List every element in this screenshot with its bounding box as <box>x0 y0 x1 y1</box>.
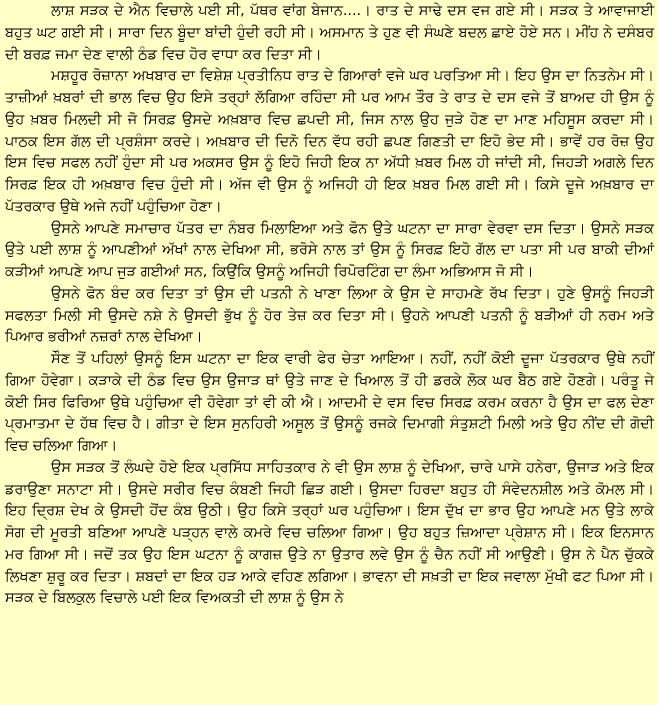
paragraph-5: ਸੌਣ ਤੋਂ ਪਹਿਲਾਂ ਉਸਨੂੰ ਇਸ ਘਟਨਾ ਦਾ ਇਕ ਵਾਰੀ ਫੇਰ ਚੇਤਾ ਆਇਆ। ਨਹੀਂ, ਨਹੀਂ ਕੋਈ ਦੂਜਾ ਪੱਤਰਕਾਰ ਉਥੇ ਨਹੀਂ ਗਿਆ ਹੋਵੇਗਾ। ਕੜਾਕੇ ਦੀ ਠੰਡ ਵਿਚ ਉਸ ਉਜਾੜ ਥਾਂ ਉਤੇ ਜਾਣ ਦੇ ਖਿਆਲ ਤੋਂ ਹੀ ਡਰਕੇ ਲੋਕ ਘਰ ਬੈਠ ਗਏ ਹੋਣਗੇ। ਪਰੰਤੂ ਜੇ ਕੋਈ ਸਿਰ ਫਿਰਿਆ ਉਥੇ ਪਹੁੰਚਿਆ ਵੀ ਹੋਵੇਗਾ ਤਾਂ ਵੀ ਕੀ ਐ। ਆਦਮੀ ਦੇ ਵਸ ਵਿਚ ਸਿਰਫ਼ ਕਰਮ ਕਰਨਾ ਹੈ ਉਸ ਦਾ ਫਲ ਦੇਣਾ ਪ੍ਰਮਾਤਮਾ ਦੇ ਹੱਥ ਵਿਚ ਹੈ। ਗੀਤਾ ਦੇ ਇਸ ਸੁਨਹਿਰੀ ਅਸੂਲ ਤੋਂ ਉਸਨੂੰ ਰਜਕੇ ਦਿਮਾਗੀ ਸੰਤੁਸ਼ਟੀ ਮਿਲੀ ਅਤੇ ਉਹ ਨੀਂਦ ਦੀ ਗੋਦੀ ਵਿਚ ਚਲਿਆ ਗਿਆ। <box>5 351 654 454</box>
paragraph-6: ਉਸ ਸੜਕ ਤੋਂ ਲੰਘਦੇ ਹੋਏ ਇਕ ਪ੍ਰਸਿੱਧ ਸਾਹਿਤਕਾਰ ਨੇ ਵੀ ਉਸ ਲਾਸ਼ ਨੂੰ ਦੇਖਿਆ, ਚਾਰੇ ਪਾਸੇ ਹਨੇਰਾ, ਉਜਾੜ ਅਤੇ ਇਕ ਡਰਾਉਣਾ ਸਨਾਟਾ ਸੀ। ਉਸਦੇ ਸਰੀਰ ਵਿਚ ਕੰਬਣੀ ਜਿਹੀ ਛਿੜ ਗਈ। ਉਸਦਾ ਹਿਰਦਾ ਬਹੁਤ ਹੀ ਸੰਵੇਦਨਸ਼ੀਲ ਅਤੇ ਕੋਮਲ ਸੀ। ਇਹ ਦ੍ਰਿਸ਼ ਦੇਖ ਕੇ ਉਸਦੀ ਹੋਂਦ ਕੰਬ ਉਠੀ। ਉਹ ਕਿਸੇ ਤਰ੍ਹਾਂ ਘਰ ਪਹੁੰਚਿਆ। ਇਸ ਦੁੱਖ ਦਾ ਭਾਰ ਉਹ ਆਪਣੇ ਮਨ ਉਤੇ ਲਾਕੇ ਸੋਗ ਦੀ ਮੂਰਤੀ ਬਣਿਆ ਆਪਣੇ ਪੜ੍ਹਨ ਵਾਲੇ ਕਮਰੇ ਵਿਚ ਚਲਿਆ ਗਿਆ। ਉਹ ਬਹੁਤ ਜ਼ਿਆਦਾ ਪ੍ਰੇਸ਼ਾਨ ਸੀ। ਇਕ ਇਨਸਾਨ ਮਰ ਗਿਆ ਸੀ। ਜਦੋਂ ਤਕ ਉਹ ਇਸ ਘਟਨਾ ਨੂੰ ਕਾਗਜ਼ ਉਤੇ ਨਾ ਉਤਾਰ ਲਵੇ ਉਸ ਨੂੰ ਚੈਨ ਨਹੀਂ ਸੀ ਆਉਣੀ। ਉਸ ਨੇ ਪੈਨ ਚੁੱਕਕੇ ਲਿਖਣਾ ਸ਼ੁਰੂ ਕਰ ਦਿਤਾ। ਸ਼ਬਦਾਂ ਦਾ ਇਕ ਹੜ ਆਕੇ ਵਹਿਣ ਲਗਿਆ। ਭਾਵਨਾ ਦੀ ਸਖ਼ਤੀ ਦਾ ਇਕ ਜਵਾਲਾ ਮੁੱਖੀ ਫਟ ਪਿਆ ਸੀ। ਸੜਕ ਦੇ ਬਿਲਕੁਲ ਵਿਚਾਲੇ ਪਈ ਇਕ ਵਿਅਕਤੀ ਦੀ ਲਾਸ਼ ਨੂੰ ਉਸ ਨੇ <box>5 459 654 607</box>
paragraph-4: ਉਸਨੇ ਫੋਨ ਬੰਦ ਕਰ ਦਿਤਾ ਤਾਂ ਉਸ ਦੀ ਪਤਨੀ ਨੇ ਖਾਣਾ ਲਿਆ ਕੇ ਉਸ ਦੇ ਸਾਹਮਣੇ ਰੱਖ ਦਿਤਾ। ਹੁਣੇ ਉਸਨੂੰ ਜਿਹੜੀ ਸਫਲਤਾ ਮਿਲੀ ਸੀ ਉਸਦੇ ਨਸ਼ੇ ਨੇ ਉਸਦੀ ਭੁੱਖ ਨੂੰ ਹੋਰ ਤੇਜ਼ ਕਰ ਦਿਤਾ ਸੀ। ਉਹਨੇ ਆਪਣੀ ਪਤਨੀ ਨੂੰ ਬੜੀਆਂ ਹੀ ਨਰਮ ਅਤੇ ਪਿਆਰ ਭਰੀਆਂ ਨਜ਼ਰਾਂ ਨਾਲ ਦੇਖਿਆ। <box>5 285 654 346</box>
paragraph-1: ਲਾਸ਼ ਸੜਕ ਦੇ ਐਨ ਵਿਚਾਲੇ ਪਈ ਸੀ, ਪੱਥਰ ਵਾਂਗ ਬੇਜਾਨ....। ਰਾਤ ਦੇ ਸਾਢੇ ਦਸ ਵਜ ਗਏ ਸੀ। ਸੜਕ ਤੇ ਆਵਾਜਾਈ ਬਹੁਤ ਘਟ ਗਈ ਸੀ। ਸਾਰਾ ਦਿਨ ਬੂੰਦਾ ਬਾਂਦੀ ਹੁੰਦੀ ਰਹੀ ਸੀ। ਅਸਮਾਨ ਤੇ ਹੁਣ ਵੀ ਸੰਘਣੇ ਬਦਲ ਛਾਏ ਹੋਏ ਸਨ। ਮੀਂਹ ਨੇ ਦਸੰਬਰ ਦੀ ਬਰਫ਼ ਜਮਾ ਦੇਣ ਵਾਲੀ ਠੰਡ ਵਿਚ ਹੋਰ ਵਾਧਾ ਕਰ ਦਿਤਾ ਸੀ। <box>5 3 654 63</box>
paragraph-3: ਉਸਨੇ ਆਪਣੇ ਸਮਾਚਾਰ ਪੱਤਰ ਦਾ ਨੰਬਰ ਮਿਲਾਇਆ ਅਤੇ ਫੋਨ ਉਤੇ ਘਟਨਾ ਦਾ ਸਾਰਾ ਵੇਰਵਾ ਦਸ ਦਿਤਾ। ਉਸਨੇ ਸੜਕ ਉਤੇ ਪਈ ਲਾਸ਼ ਨੂੰ ਆਪਣੀਆਂ ਅੱਖਾਂ ਨਾਲ ਦੇਖਿਆ ਸੀ, ਭਰੋਸੇ ਨਾਲ ਤਾਂ ਉਸ ਨੂੰ ਸਿਰਫ਼ ਇਹੋ ਗੱਲ ਦਾ ਪਤਾ ਸੀ ਪਰ ਬਾਕੀ ਦੀਆਂ ਕੜੀਆਂ ਆਪਣੇ ਆਪ ਜੁੜ ਗਈਆਂ ਸਨ, ਕਿਉਂਕਿ ਉਸਨੂੰ ਅਜਿਹੀ ਰਿਪੋਰਟਿੰਗ ਦਾ ਲੰਮਾ ਅਭਿਆਸ ਜੋ ਸੀ। <box>5 220 654 280</box>
paragraph-2: ਮਸ਼ਹੂਰ ਰੋਜ਼ਾਨਾ ਅਖਬਾਰ ਦਾ ਵਿਸ਼ੇਸ਼ ਪ੍ਰਤੀਨਿਧ ਰਾਤ ਦੇ ਗਿਆਰਾਂ ਵਜੇ ਘਰ ਪਰਤਿਆ ਸੀ। ਇਹ ਉਸ ਦਾ ਨਿਤਨੇਮ ਸੀ। ਤਾਜ਼ੀਆਂ ਖ਼ਬਰਾਂ ਦੀ ਭਾਲ ਵਿਚ ਉਹ ਇਸੇ ਤਰ੍ਹਾਂ ਲੱਗਿਆ ਰਹਿੰਦਾ ਸੀ ਪਰ ਆਮ ਤੌਰ ਤੇ ਰਾਤ ਦੇ ਦਸ ਵਜੇ ਤੋਂ ਬਾਅਦ ਹੀ ਉਸ ਨੂੰ ਉਹ ਖ਼ਬਰ ਮਿਲਦੀ ਸੀ ਜੋ ਸਿਰਫ਼ ਉਸਦੇ ਅਖ਼ਬਾਰ ਵਿਚ ਛਪਦੀ ਸੀ, ਜਿਸ ਨਾਲ ਉਹ ਜੁੜੇ ਹੋਣ ਦਾ ਮਾਣ ਮਹਿਸੂਸ ਕਰਦਾ ਸੀ। ਪਾਠਕ ਇਸ ਗੱਲ ਦੀ ਪ੍ਰਸ਼ੰਸਾ ਕਰਦੇ। ਅਖ਼ਬਾਰ ਦੀ ਦਿਨੋ ਦਿਨ ਵੱਧ ਰਹੀ ਛਪਣ ਗਿਣਤੀ ਦਾ ਇਹੋ ਭੇਦ ਸੀ। ਭਾਵੇਂ ਹਰ ਰੋਜ਼ ਉਹ ਇਸ ਵਿਚ ਸਫਲ ਨਹੀਂ ਹੁੰਦਾ ਸੀ ਪਰ ਅਕਸਰ ਉਸ ਨੂੰ ਇਹੋ ਜਿਹੀ ਇਕ ਨਾ ਅੱਧੀ ਖ਼ਬਰ ਮਿਲ ਹੀ ਜਾਂਦੀ ਸੀ, ਜਿਹੜੀ ਅਗਲੇ ਦਿਨ ਸਿਰਫ਼ ਇਕ ਹੀ ਅਖ਼ਬਾਰ ਵਿਚ ਹੁੰਦੀ ਸੀ। ਅੱਜ ਵੀ ਉਸ ਨੂੰ ਅਜਿਹੀ ਹੀ ਇਕ ਖ਼ਬਰ ਮਿਲ ਗਈ ਸੀ। ਕਿਸੇ ਦੂਜੇ ਅਖ਼ਬਾਰ ਦਾ ਪੱਤਰਕਾਰ ਉਥੇ ਅਜੇ ਨਹੀਂ ਪਹੁੰਚਿਆ ਹੋਣਾ। <box>5 68 654 215</box>
